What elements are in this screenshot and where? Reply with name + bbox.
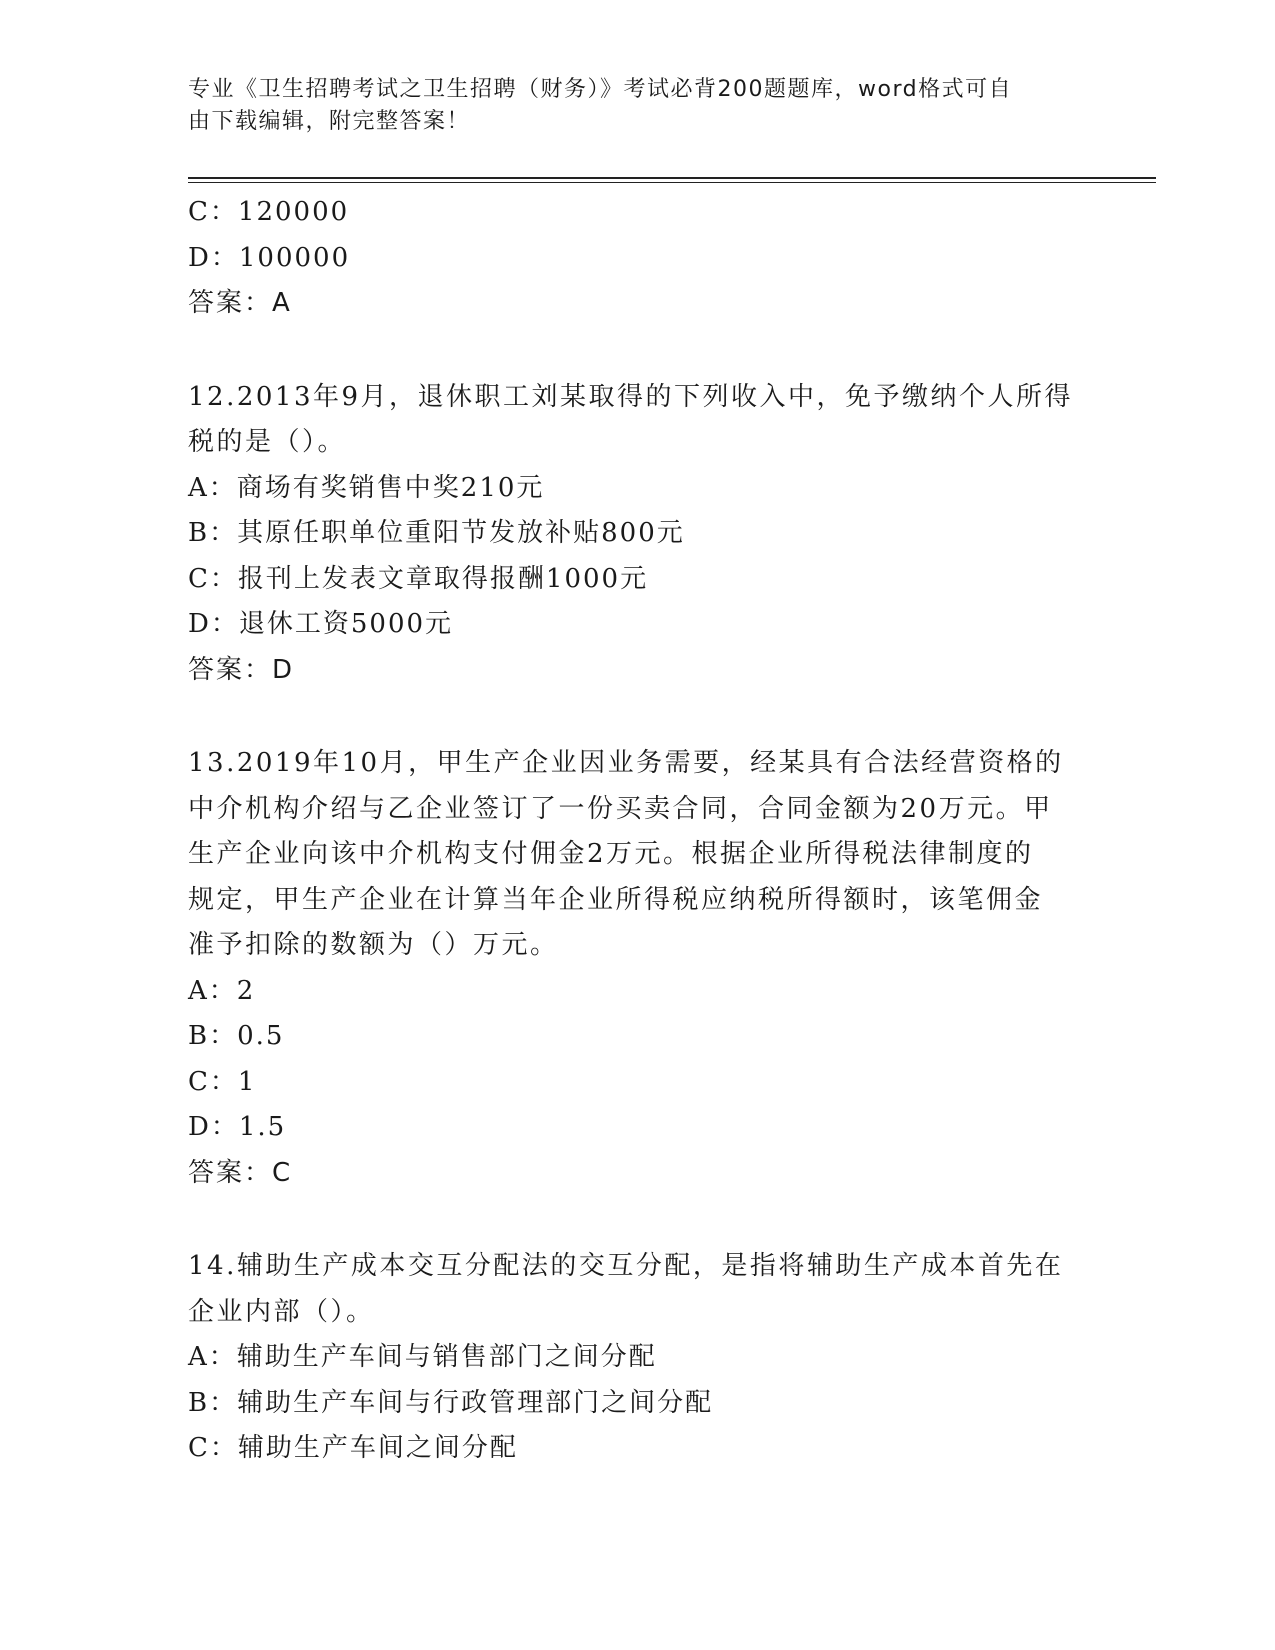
option-text: 辅助生产车间之间分配 <box>237 1433 518 1463</box>
option-text: 100000 <box>238 242 351 273</box>
option-d <box>188 1105 1088 1151</box>
header-line-1: 专业《卫生招聘考试之卫生招聘（财务）》考试必背200题题库，word格式可自 <box>188 77 1013 102</box>
option-c <box>188 190 1088 236</box>
option-c <box>188 1426 1088 1472</box>
spacer <box>188 693 1088 741</box>
option-label: A： <box>188 472 237 503</box>
option-c <box>188 557 1088 603</box>
document-header <box>188 74 1068 138</box>
option-text: 商场有奖销售中奖210元 <box>236 472 545 503</box>
answer-line: 答案：A <box>188 288 292 318</box>
option-label: C： <box>188 197 238 227</box>
option-a <box>188 969 1088 1015</box>
question-stem-line: 企业内部（）。 <box>188 1296 375 1327</box>
option-text: 2 <box>236 975 256 1006</box>
option-label: B： <box>188 518 238 548</box>
option-text: 辅助生产车间与销售部门之间分配 <box>236 1342 657 1372</box>
question-stem-line: 规定，甲生产企业在计算当年企业所得税应纳税所得额时，该笔佣金 <box>188 884 1044 915</box>
question-stem-line: 12.2013年9月，退休职工刘某取得的下列收入中，免予缴纳个人所得 <box>188 381 1074 412</box>
option-a <box>188 1335 1088 1381</box>
option-d <box>188 602 1088 648</box>
option-label: B： <box>188 1021 238 1051</box>
question-stem-line: 13.2019年10月，甲生产企业因业务需要，经某具有合法经营资格的 <box>188 748 1064 778</box>
option-a <box>188 466 1088 512</box>
option-c <box>188 1060 1088 1106</box>
question-stem-line: 14.辅助生产成本交互分配法的交互分配，是指将辅助生产成本首先在 <box>188 1251 1064 1281</box>
header-divider-thin <box>188 182 1156 183</box>
question-14 <box>188 1244 1088 1472</box>
question-stem-line: 中介机构介绍与乙企业签订了一份买卖合同，合同金额为20万元。甲 <box>188 793 1053 824</box>
option-b <box>188 1014 1088 1060</box>
option-text: 退休工资5000元 <box>238 609 454 639</box>
option-text: 其原任职单位重阳节发放补贴800元 <box>237 518 685 548</box>
option-text: 0.5 <box>237 1021 285 1051</box>
option-label: D： <box>188 609 239 639</box>
option-label: B： <box>188 1387 238 1418</box>
question-stem-line: 生产企业向该中介机构支付佣金2万元。根据企业所得税法律制度的 <box>188 839 1034 869</box>
option-label: D： <box>188 242 239 273</box>
option-label: C： <box>188 563 238 594</box>
header-line-2: 由下载编辑，附完整答案！ <box>188 109 471 134</box>
option-d <box>188 236 1088 282</box>
question-13 <box>188 741 1088 1196</box>
option-label: A： <box>188 975 237 1006</box>
option-label: D： <box>188 1112 239 1142</box>
option-b <box>188 1381 1088 1427</box>
option-text: 1.5 <box>238 1112 287 1142</box>
question-stem-line: 税的是（）。 <box>188 427 347 457</box>
option-label: C： <box>188 1433 238 1463</box>
spacer <box>188 327 1088 375</box>
option-text: 报刊上发表文章取得报酬1000元 <box>237 563 649 594</box>
answer-line: 答案：C <box>188 1157 293 1188</box>
question-list <box>188 190 1088 1472</box>
option-text: 1 <box>237 1066 257 1097</box>
option-text: 辅助生产车间与行政管理部门之间分配 <box>237 1387 714 1418</box>
option-text: 120000 <box>237 197 350 227</box>
answer-line: 答案：D <box>188 654 295 685</box>
question-stem-line: 准予扣除的数额为（）万元。 <box>188 930 559 960</box>
spacer <box>188 1196 1088 1244</box>
question-12 <box>188 375 1088 694</box>
question-11-tail <box>188 190 1088 327</box>
option-label: A： <box>188 1342 237 1372</box>
header-divider-thick <box>188 177 1156 179</box>
option-b <box>188 511 1088 557</box>
option-label: C： <box>188 1066 238 1097</box>
